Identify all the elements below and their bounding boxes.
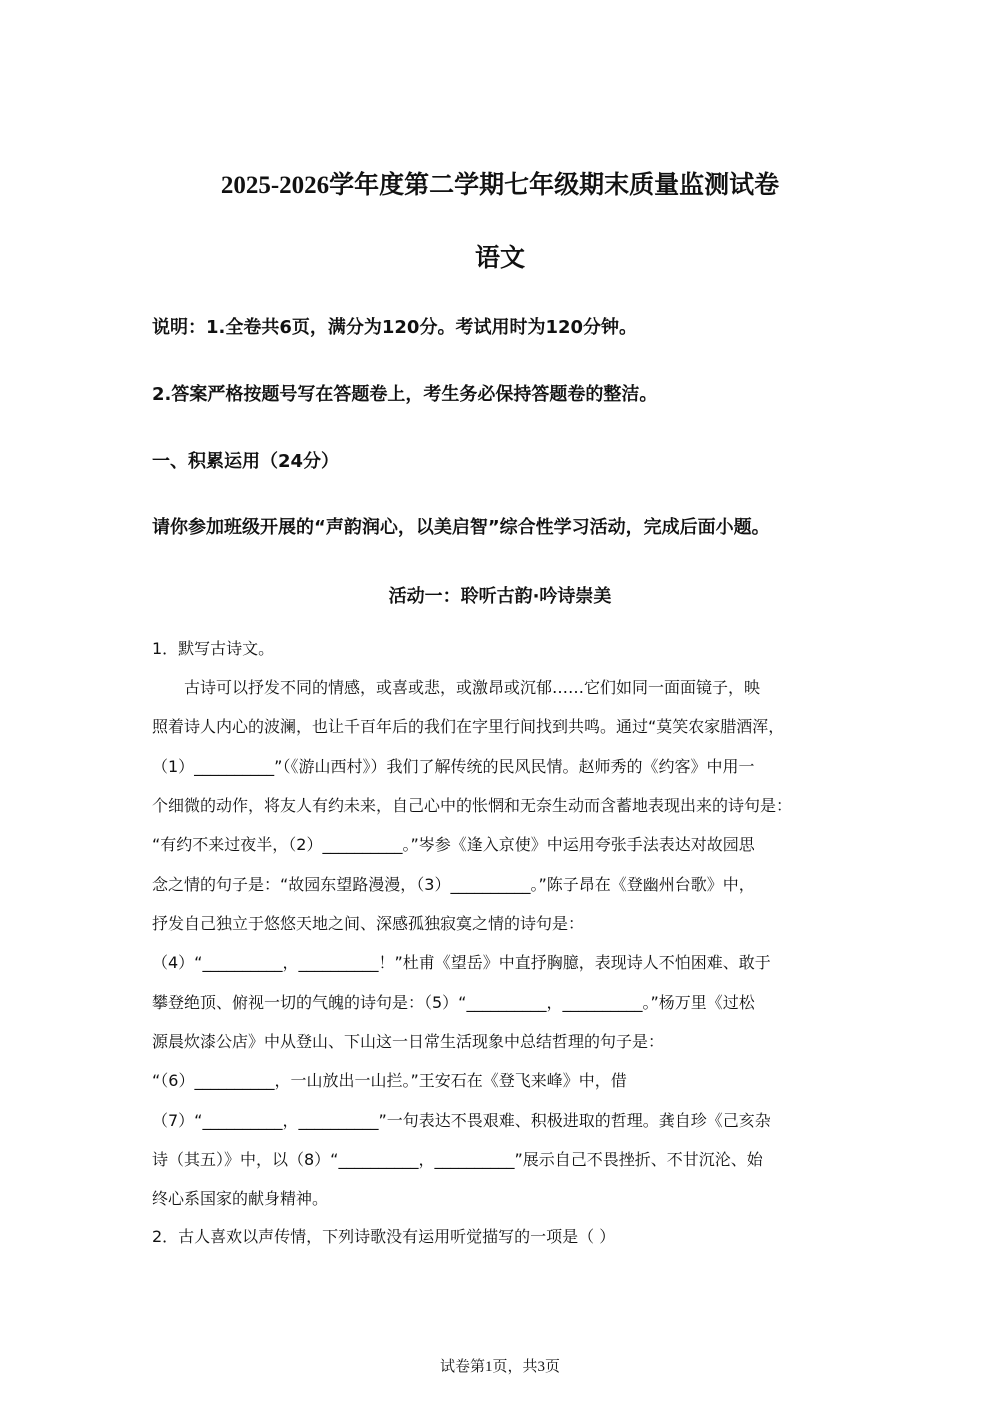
- passage-line: 终心系国家的献身精神。: [152, 1189, 329, 1208]
- passage-line: 古诗可以抒发不同的情感，或喜或悲，或激昂或沉郁……它们如同一面面镜子，映: [152, 678, 761, 697]
- exam-instruction-1: 说明：1.全卷共6页，满分为120分。考试用时为120分钟。: [152, 317, 638, 338]
- passage-line: “有约不来过夜半，（2）__________。”岑参《逢入京使》中运用夸张手法表达对故园思: [152, 835, 755, 854]
- passage-line: （7）“__________，__________”一句表达不畏艰难、积极进取的哲理。龚自珍《己亥杂: [152, 1111, 771, 1130]
- page-footer: 试卷第1页，共3页: [439, 1359, 560, 1375]
- passage-line: （4）“__________，__________！”杜甫《望岳》中直抒胸臆，表现诗人不怕困难、敢于: [152, 953, 771, 972]
- question-2-label: 2．古人喜欢以声传情，下列诗歌没有运用听觉描写的一项是（ ）: [152, 1227, 616, 1246]
- section-heading: 一、积累运用（24分）: [152, 451, 340, 472]
- section-intro: 请你参加班级开展的“声韵润心，以美启智”综合性学习活动，完成后面小题。: [152, 517, 770, 538]
- passage-line: 照着诗人内心的波澜，也让千百年后的我们在字里行间找到共鸣。通过“莫笑农家腊酒浑，: [152, 717, 785, 736]
- passage-line: 诗（其五）》中，以（8）“__________，__________”展示自己不畏挫折、不甘沉沦、始: [152, 1150, 763, 1169]
- passage-line: （1）__________”（《游山西村》）我们了解传统的民风民情。赵师秀的《约客》中用一: [152, 757, 755, 776]
- passage-line: 源晨炊漆公店》中从登山、下山这一日常生活现象中总结哲理的句子是：: [152, 1032, 665, 1051]
- exam-instruction-2: 2.答案严格按题号写在答题卷上，考生务必保持答题卷的整洁。: [152, 384, 658, 405]
- subject-title: 语文: [474, 243, 525, 272]
- passage-line: 攀登绝顶、俯视一切的气魄的诗句是：（5）“__________，__________。”杨万里《过松: [152, 993, 755, 1012]
- passage-line: 个细微的动作，将友人有约未来，自己心中的怅惘和无奈生动而含蓄地表现出来的诗句是：: [152, 796, 793, 815]
- passage-line: 抒发自己独立于悠悠天地之间、深感孤独寂寞之情的诗句是：: [152, 914, 585, 933]
- passage-line: “（6）__________，一山放出一山拦。”王安石在《登飞来峰》中，借: [152, 1071, 627, 1090]
- exam-title: 2025-2026学年度第二学期七年级期末质量监测试卷: [220, 172, 780, 199]
- question-1-label: 1．默写古诗文。: [152, 639, 275, 658]
- passage-line: 念之情的句子是：“故园东望路漫漫，（3）__________。”陈子昂在《登幽州台歌》中，: [152, 875, 755, 894]
- activity-heading: 活动一：聆听古韵·吟诗崇美: [388, 586, 612, 607]
